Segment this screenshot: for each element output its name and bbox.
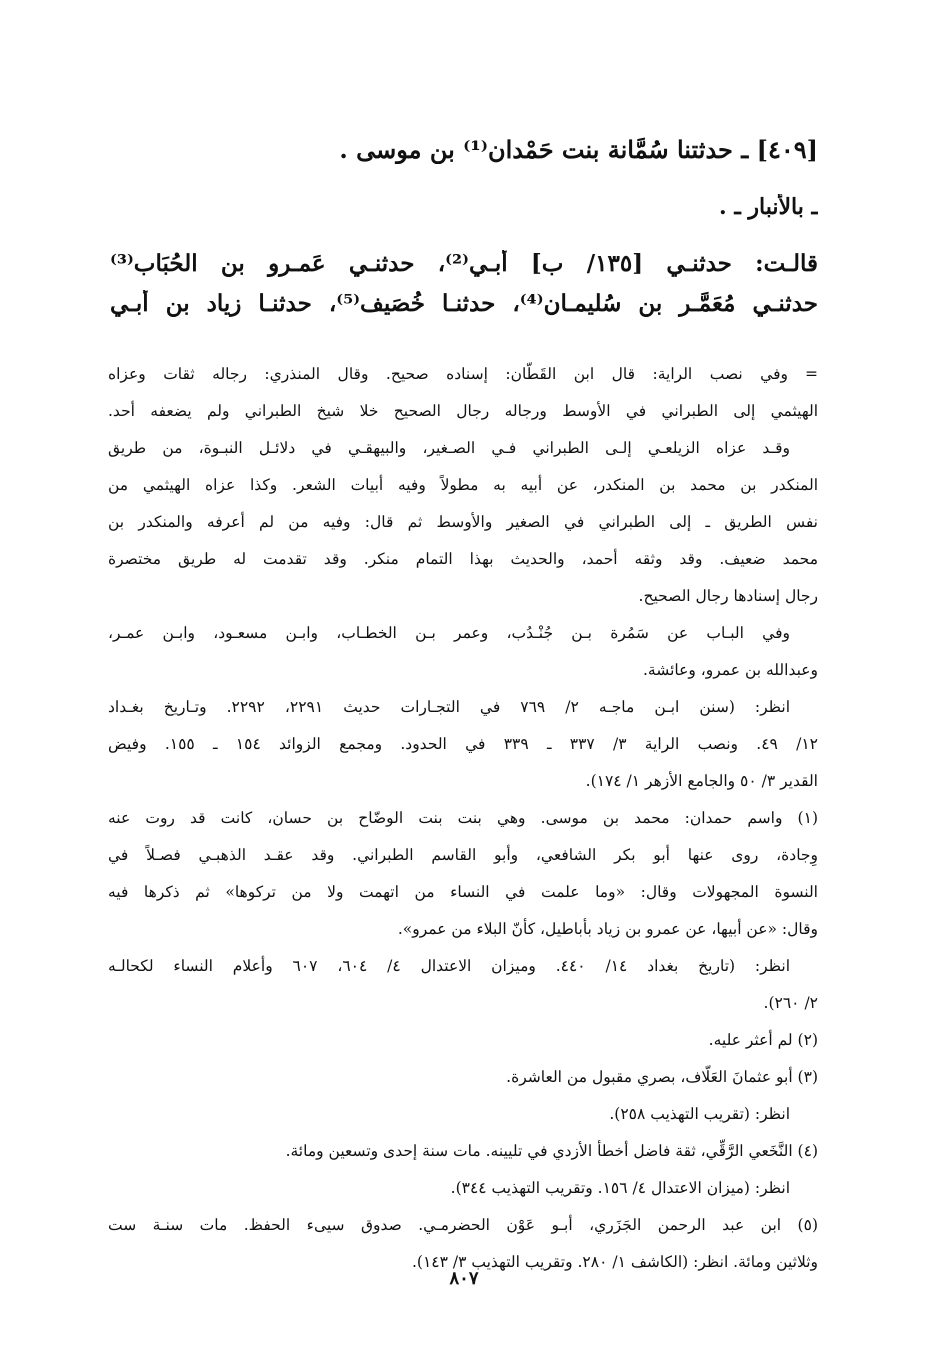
footnote-4: (٤) النَّخَعي الرَّقِّي، ثقة فاضل أخطأ الأزدي في تليينه. مات سنة إحدى وتسعين ومائة.: [285, 1142, 818, 1160]
footnote-line: النسوة المجهولات وقال: «وما علمت في النساء من اتهمت ولا من تركوها» ثم ذكرها فيه: [108, 883, 818, 901]
page-number: ٨٠٧: [449, 1268, 479, 1289]
isnad-line-2: حدثنـي مُعَمَّـر بن سُليمـان⁽⁴⁾، حدثنـا خُصَيف⁽⁵⁾، حدثنـا زياد بن أبـي: [110, 290, 818, 317]
footnote-line: ٢/ ٢٦٠).: [763, 994, 818, 1012]
footnote-3: (٣) أبو عثمانَ العَلّاف، بصري مقبول من العاشرة.: [506, 1068, 818, 1086]
footnote-2: (٢) لم أعثر عليه.: [708, 1031, 818, 1049]
footnote-1: (١) واسم حمدان: محمد بن موسى. وهي بنت بنت الوضّاح بن حسان، كانت قد روت عنه: [108, 809, 818, 827]
divider: [150, 342, 160, 343]
footnote-line: محمد ضعيف. وقد وثقه أحمد، والحديث بهذا التمام منكر. وقد تقدمت له طريق مختصرة: [108, 550, 818, 568]
footnote-line: وثلاثين ومائة. انظر: (الكاشف ١/ ٢٨٠. وتقريب التهذيب ٣/ ١٤٣).: [412, 1253, 818, 1271]
footnotes: [108, 356, 818, 1281]
footnote-line: انظر: (ميزان الاعتدال ٤/ ١٥٦. وتقريب التهذيب ٣٤٤).: [450, 1179, 790, 1197]
footnote-line: رجال إسنادها رجال الصحيح.: [638, 587, 818, 605]
hadith-location: ـ بالأنبار ـ .: [719, 194, 818, 220]
footnote-line: وعبدالله بن عمرو، وعائشة.: [643, 661, 818, 679]
footnote-line: نفس الطريق ـ إلى الطبراني في الصغير والأوسط ثم قال: وفيه من لم أعرفه والمنكدر بن: [108, 513, 818, 531]
footnote-line: الهيثمي إلى الطبراني في الأوسط ورجاله رجال الصحيح خلا شيخ الطبراني ولم يضعفه أحد.: [108, 402, 818, 420]
footnote-line: انظر: (سنن ابـن ماجـه ٢/ ٧٦٩ في التجـارات حديث ٢٢٩١، ٢٢٩٢. وتـاريخ بغـداد: [108, 698, 791, 716]
footnote-line: وفي البـاب عن سَمُرة بـن جُنْـدُب، وعمر بـن الخطـاب، وابـن مسعـود، وابـن عمـر،: [108, 624, 790, 642]
footnote-line: القدير ٣/ ٥٠ والجامع الأزهر ١/ ١٧٤).: [585, 772, 818, 790]
footnote-line: انظر: (تاريخ بغداد ١٤/ ٤٤٠. وميزان الاعتدال ٤/ ٦٠٤، ٦٠٧ وأعلام النساء لكحالـه: [108, 957, 790, 975]
footnote-5: (٥) ابن عبد الرحمن الجَزَري، أبـو عَوْن الحضرمـي. صدوق سيىء الحفظ. مات سنـة ست: [108, 1216, 818, 1234]
footnote-line: انظر: (تقريب التهذيب ٢٥٨).: [609, 1105, 790, 1123]
continuation-marker: =: [805, 365, 818, 383]
footnote-line: ١٢/ ٤٩. ونصب الراية ٣/ ٣٣٧ ـ ٣٣٩ في الحدود. ومجمع الزوائد ١٥٤ ـ ١٥٥. وفيض: [108, 735, 818, 753]
footnote-continued-line: = وفي نصب الراية: قال ابن القَطّان: إسناده صحيح. وقال المنذري: رجاله ثقات وعزاه: [108, 356, 818, 393]
footnote-line: وقـد عزاه الزيلعـي إلـى الطبراني فـي الصـغير، والبيهقـي في دلائـل النبـوة، من طريق: [108, 439, 790, 457]
footnote-line: وقال: «عن أبيها، عن عمرو بن زياد بأباطيل، كأنّ البلاء من عمرو».: [397, 920, 818, 938]
footnote-line: المنكدر بن محمد بن المنكدر، عن أبيه به مطولاً وفيه أبيات الشعر. وكذا عزاه الهيثمي من: [108, 476, 818, 494]
hadith-heading: [٤٠٩] ـ حدثتنا سُمَّانة بنت حَمْدان⁽¹⁾ بن موسى .: [339, 135, 818, 164]
isnad-line-1: قالـت: حدثنـي [١٣٥/ ب] أبـي⁽²⁾، حدثنـي عَمـرو بن الحُبَاب⁽³⁾: [110, 250, 818, 277]
footnote-line: وِجادة، روى عنها أبو بكر الشافعي، وأبو القاسم الطبراني. وقد عقـد الذهبـي فصـلاً في: [108, 846, 818, 864]
